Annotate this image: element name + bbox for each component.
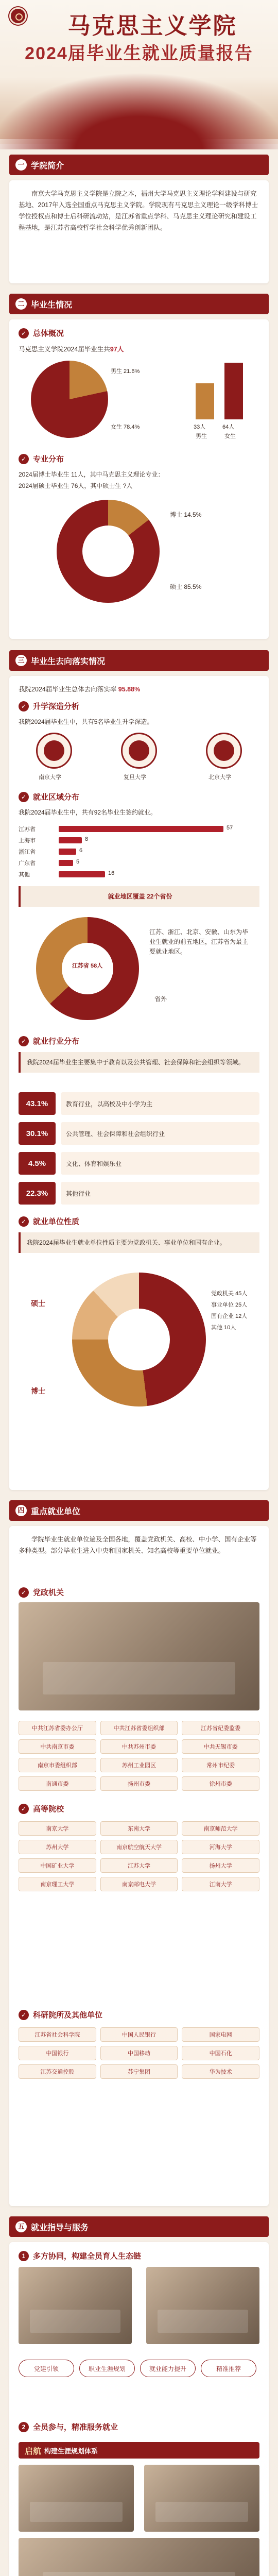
school-logo-icon xyxy=(36,733,72,769)
strip-text: 构建生涯规划体系 xyxy=(44,2447,98,2455)
activity-photo xyxy=(19,2465,134,2532)
employer-unit: 江苏大学 xyxy=(100,1858,178,1873)
check-icon: ✓ xyxy=(19,328,29,338)
unit-legend xyxy=(211,1288,247,1333)
guidance-photo xyxy=(146,2267,259,2344)
employer-unit: 东南大学 xyxy=(100,1821,178,1836)
region-bar-label: 浙江省 xyxy=(19,849,36,855)
employer-unit: 常州市纪委 xyxy=(182,1758,259,1772)
unit-type-subhead xyxy=(19,1216,79,1227)
unit-row xyxy=(19,2064,259,2079)
female-value: 64人 xyxy=(222,424,235,430)
region-bar-value: 8 xyxy=(85,836,89,842)
report-subtitle: 2024届毕业生就业质量报告 xyxy=(25,44,253,63)
section-3-title xyxy=(9,650,269,671)
employer-unit: 中国矿业大学 xyxy=(19,1858,96,1873)
male-label: 男生 xyxy=(196,433,207,439)
degree-label-doctor: 博士 14.5% xyxy=(170,511,202,518)
section-number: 五 xyxy=(15,2221,27,2232)
guidance-tag: 党建引领 xyxy=(19,2360,74,2377)
region-bar-value: 16 xyxy=(108,870,115,876)
region-bar-value: 5 xyxy=(76,859,80,865)
employer-unit: 扬州大学 xyxy=(182,1858,259,1873)
check-icon: ✓ xyxy=(19,1587,29,1598)
employer-unit: 中共苏州市委 xyxy=(100,1739,178,1754)
unit-row xyxy=(19,1758,259,1772)
subhead-text: 就业区域分布 xyxy=(33,793,80,802)
female-label: 女生 xyxy=(224,433,236,439)
pie2-label-outside: 省外 xyxy=(154,995,167,1003)
subhead-text: 高等院校 xyxy=(33,1805,64,1814)
university-logo-icon xyxy=(9,7,27,25)
employer-unit: 江苏交通控股 xyxy=(19,2064,96,2079)
employer-unit: 国家电网 xyxy=(182,2027,259,2042)
research-subhead xyxy=(19,2009,102,2020)
check-icon: ✓ xyxy=(19,454,29,464)
section-number: 一 xyxy=(15,159,27,171)
section-number: 四 xyxy=(15,1505,27,1516)
unit-pie-label-master: 硕士 xyxy=(31,1299,45,1308)
employer-unit: 南京师范大学 xyxy=(182,1821,259,1836)
unit-type-intro: 我院2024届毕业生就业单位性质主要为党政机关、事业单位和国有企业。 xyxy=(19,1232,259,1253)
pie1-label-male: 男生 21.6% xyxy=(111,368,140,375)
pie1-label-female: 女生 78.4% xyxy=(111,424,140,430)
further-study-line: 我院2024届毕业生中，共有5名毕业生升学深造。 xyxy=(19,718,153,725)
region-bar-label: 其他 xyxy=(19,872,30,878)
section-title-text: 毕业生去向落实情况 xyxy=(31,657,106,666)
industry-text: 公共管理、社会保障和社会组织行业 xyxy=(61,1122,259,1145)
region-bar-value: 6 xyxy=(79,848,83,854)
employer-unit: 中国人民银行 xyxy=(100,2027,178,2042)
employer-unit: 中国银行 xyxy=(19,2046,96,2060)
employer-unit: 南京邮电大学 xyxy=(100,1877,178,1891)
region-bar-value: 57 xyxy=(227,825,233,831)
subhead-text: 升学深造分析 xyxy=(33,702,80,711)
doctor-line: 2024届博士毕业生 11人，其中马克思主义理论专业： xyxy=(19,471,164,478)
subhead-text: 总体概况 xyxy=(33,329,64,338)
industry-subhead xyxy=(19,1036,79,1046)
employer-unit: 南通市委 xyxy=(19,1776,96,1791)
section-number: 三 xyxy=(15,655,27,666)
unit-legend-item: 事业单位 25人 xyxy=(211,1302,248,1308)
guidance-photo xyxy=(19,2267,132,2344)
check-icon: ✓ xyxy=(19,701,29,711)
school-name: 南京大学 xyxy=(39,774,61,781)
employer-unit: 南京航空航天大学 xyxy=(100,1840,178,1854)
section-title-text: 重点就业单位 xyxy=(31,1507,81,1516)
region-bar xyxy=(59,849,76,855)
check-icon: ✓ xyxy=(19,2010,29,2020)
guidance-item-2 xyxy=(19,2421,118,2432)
header-decoration xyxy=(0,72,278,149)
region-bar xyxy=(59,826,223,832)
employer-unit: 华为技术 xyxy=(182,2064,259,2079)
gender-pie-chart xyxy=(31,361,108,438)
employer-unit: 南京理工大学 xyxy=(19,1877,96,1891)
industry-intro: 我院2024届毕业生主要集中于教育以及公共管理、社会保障和社会组织等领域。 xyxy=(19,1052,259,1073)
party-gov-photo xyxy=(19,1602,259,1710)
employer-unit: 中共江苏省委办公厅 xyxy=(19,1721,96,1735)
check-icon: ✓ xyxy=(19,792,29,802)
region-bar xyxy=(59,837,82,843)
employer-unit: 江南大学 xyxy=(182,1877,259,1891)
section-4-title xyxy=(9,1500,269,1521)
report-header xyxy=(0,0,278,144)
industry-pct: 30.1% xyxy=(19,1122,56,1145)
region-bar-row xyxy=(19,836,260,845)
region-line: 我院2024届毕业生中，共有92名毕业生签约就业。 xyxy=(19,809,157,816)
employer-unit: 河海大学 xyxy=(182,1840,259,1854)
region-bar xyxy=(59,860,73,866)
school-logo-icon xyxy=(121,733,157,769)
employer-unit: 中共无锡市委 xyxy=(182,1739,259,1754)
report-title: 马克思主义学院 xyxy=(67,13,237,39)
employer-unit: 中国石化 xyxy=(182,2046,259,2060)
employer-unit: 江苏省社会科学院 xyxy=(19,2027,96,2042)
region-bar-row xyxy=(19,870,260,879)
further-study-subhead xyxy=(19,701,79,711)
region-bar-label: 上海市 xyxy=(19,838,36,844)
employer-unit: 扬州市委 xyxy=(100,1776,178,1791)
section-title-text: 毕业生情况 xyxy=(31,300,73,310)
party-gov-subhead xyxy=(19,1587,64,1598)
region-subhead xyxy=(19,791,79,802)
subhead-text: 党政机关 xyxy=(33,1588,64,1597)
item-title: 多方协同，构建全员育人生态链 xyxy=(33,2252,142,2261)
school-name: 复旦大学 xyxy=(124,774,146,781)
subhead-text: 专业分布 xyxy=(33,455,64,464)
unit-row xyxy=(19,1858,259,1873)
industry-text: 教育行业，以高校及中小学为主 xyxy=(61,1092,259,1115)
check-icon: ✓ xyxy=(19,1036,29,1046)
unit-row xyxy=(19,1840,259,1854)
rate-line xyxy=(19,684,140,693)
section-1-title xyxy=(9,155,269,175)
employer-unit: 苏宁集团 xyxy=(100,2064,178,2079)
unit-row xyxy=(19,1776,259,1791)
employer-unit: 苏州大学 xyxy=(19,1840,96,1854)
region-bar-row xyxy=(19,824,260,834)
major-subhead xyxy=(19,453,64,464)
female-column xyxy=(224,363,243,419)
rate-value: 95.88% xyxy=(118,686,141,693)
guidance-item-1 xyxy=(19,2250,141,2261)
section-2-title xyxy=(9,294,269,314)
region-bar-label: 江苏省 xyxy=(19,826,36,833)
subhead-text: 就业单位性质 xyxy=(33,1217,80,1226)
item-number: 1 xyxy=(19,2251,29,2261)
industry-pct: 43.1% xyxy=(19,1092,56,1115)
employer-unit: 江苏省纪委监委 xyxy=(182,1721,259,1735)
section-5-title xyxy=(9,2216,269,2237)
item-title: 全员参与，精准服务就业 xyxy=(33,2423,118,2432)
jiangsu-center-label: 江苏省 58人 xyxy=(72,963,103,969)
unit-legend-item: 国有企业 12人 xyxy=(211,1313,248,1319)
region-bar-row xyxy=(19,858,260,868)
strip-keyword: 启航 xyxy=(25,2447,42,2456)
total-value: 97人 xyxy=(110,346,124,353)
activity-photo xyxy=(19,2538,259,2576)
degree-label-master: 硕士 85.5% xyxy=(170,583,202,590)
unit-row xyxy=(19,1821,259,1836)
total-line-label: 马克思主义学院2024届毕业生共 xyxy=(19,346,110,353)
overview-subhead xyxy=(19,328,64,338)
subhead-text: 科研院所及其他单位 xyxy=(33,2011,103,2020)
guidance-tag: 精准推荐 xyxy=(201,2360,256,2377)
male-value: 33人 xyxy=(194,424,206,430)
unit-row xyxy=(19,2027,259,2042)
employer-unit: 南京大学 xyxy=(19,1821,96,1836)
region-bar xyxy=(59,871,105,877)
unit-legend-item: 其他 10人 xyxy=(211,1325,236,1331)
unit-row xyxy=(19,1877,259,1891)
employer-unit: 中国移动 xyxy=(100,2046,178,2060)
activity-photo xyxy=(144,2465,259,2532)
degree-pie-hole xyxy=(82,526,134,577)
region-bar-row xyxy=(19,847,260,856)
rate-intro: 我院2024届毕业生总体去向落实率 xyxy=(19,686,117,693)
employer-unit: 南京市委组织部 xyxy=(19,1758,96,1772)
employer-unit: 中共南京市委 xyxy=(19,1739,96,1754)
guidance-tag: 就业能力提升 xyxy=(140,2360,196,2377)
school-logo-icon xyxy=(206,733,242,769)
section-title-text: 就业指导与服务 xyxy=(31,2223,89,2232)
employer-unit: 中共江苏省委组织部 xyxy=(100,1721,178,1735)
check-icon: ✓ xyxy=(19,1216,29,1227)
unit-row xyxy=(19,1721,259,1735)
school-name: 北京大学 xyxy=(208,774,231,781)
unit-pie-label-doctor: 博士 xyxy=(31,1387,45,1395)
industry-text: 文化、体育和娱乐业 xyxy=(61,1152,259,1175)
industry-pct: 22.3% xyxy=(19,1182,56,1205)
check-icon: ✓ xyxy=(19,1804,29,1814)
industry-pct: 4.5% xyxy=(19,1152,56,1175)
section-title-text: 学院简介 xyxy=(31,161,64,171)
employer-unit: 苏州工业园区 xyxy=(100,1758,178,1772)
unit-row xyxy=(19,1739,259,1754)
university-subhead xyxy=(19,1803,64,1814)
key-employers-intro: 学院毕业生就业单位遍及全国各地，覆盖党政机关、高校、中小学、国有企业等多种类型。部分毕业生进入中央和国家机关、知名高校等重要单位就业。 xyxy=(19,1536,257,1554)
guidance-tag: 职业生涯规划 xyxy=(79,2360,135,2377)
college-intro-text: 南京大学马克思主义学院是立院之本，福州大学马克思主义理论学科建设与研究基地、2017年入选全国重点马克思主义学院。学院现有马克思主义理论一级学科博士学位授权点和博士后科研流动站，是江苏省重点学科、马克思主义理论研究和建设工程基地，是江苏省高校哲学社会科学优秀创新团队。 xyxy=(19,190,258,231)
region-note: 江苏、浙江、北京、安徽、山东为毕业生就业的前五地区，江苏省为最主要就业地区。 xyxy=(149,928,249,956)
guidance-strip xyxy=(19,2442,259,2459)
region-bar-label: 广东省 xyxy=(19,860,36,867)
employer-unit: 徐州市委 xyxy=(182,1776,259,1791)
unit-legend-item: 党政机关 45人 xyxy=(211,1291,248,1297)
unit-type-pie-hole xyxy=(108,1309,170,1370)
male-column xyxy=(196,383,214,419)
region-coverage-box: 就业地区覆盖 22个省份 xyxy=(19,886,259,907)
unit-row xyxy=(19,2046,259,2060)
master-line: 2024届硕士毕业生 76人，其中硕士生 ?人 xyxy=(19,482,133,489)
industry-text: 其他行业 xyxy=(61,1182,259,1205)
total-line xyxy=(19,344,124,353)
section-number: 二 xyxy=(15,298,27,310)
item-number: 2 xyxy=(19,2422,29,2432)
subhead-text: 就业行业分布 xyxy=(33,1037,80,1046)
